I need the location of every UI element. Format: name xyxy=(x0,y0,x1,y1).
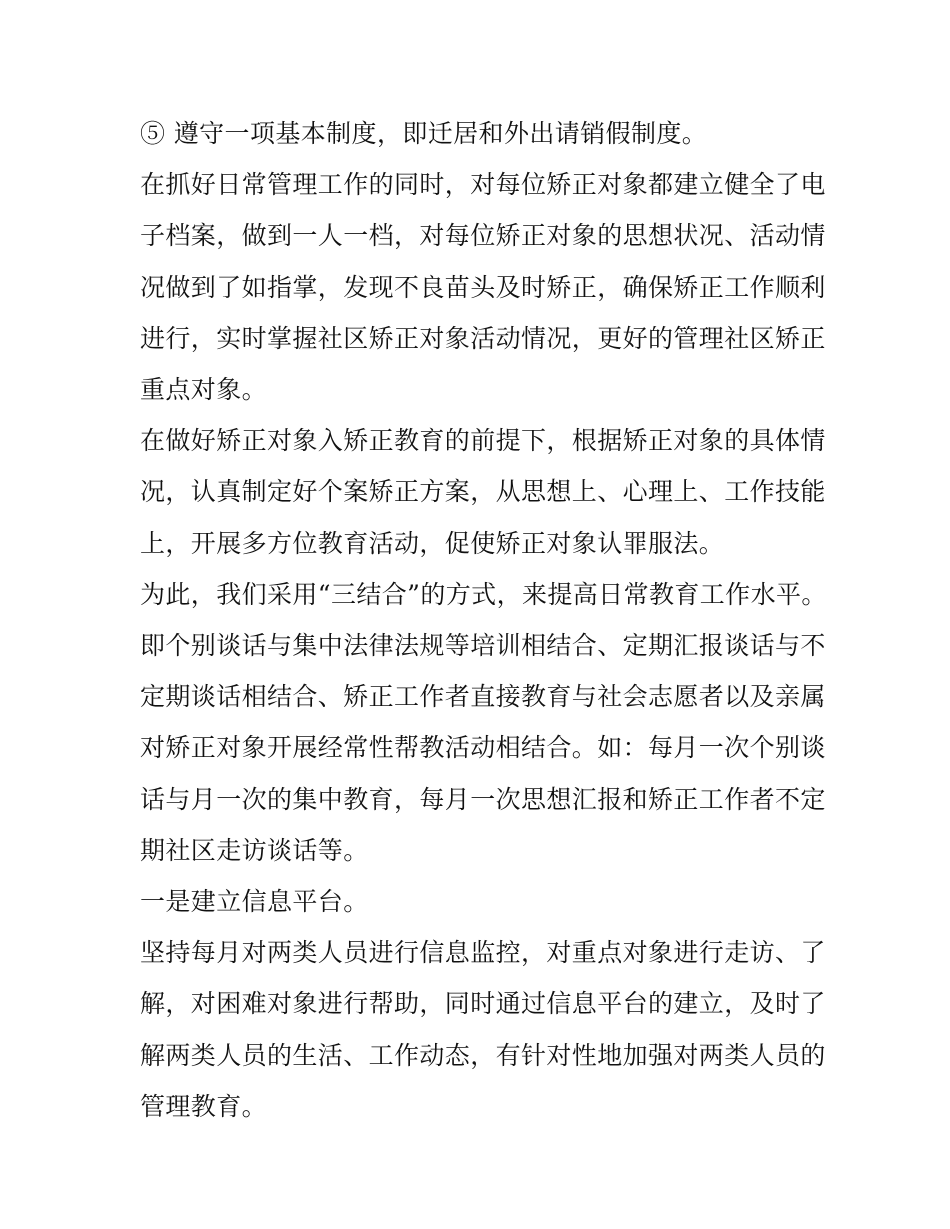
text-line: 在抓好日常管理工作的同时，对每位矫正对象都建立健全了电 xyxy=(140,170,826,200)
text-line: 况，认真制定好个案矫正方案，从思想上、心理上、工作技能 xyxy=(140,477,826,507)
paragraph-info-platform-heading xyxy=(140,876,820,927)
paragraph-combination-details xyxy=(140,620,826,876)
text-line: 况做到了如指掌，发现不良苗头及时矫正，确保矫正工作顺利 xyxy=(140,272,826,302)
text-line: 在做好矫正对象入矫正教育的前提下，根据矫正对象的具体情 xyxy=(140,426,826,456)
text-line: 期社区走访谈话等。 xyxy=(140,835,369,865)
paragraph-electronic-files xyxy=(140,159,826,415)
text-line: 坚持每月对两类人员进行信息监控，对重点对象进行走访、了 xyxy=(140,938,826,968)
paragraph-info-platform-body xyxy=(140,927,826,1132)
text-line: 即个别谈话与集中法律法规等培训相结合、定期汇报谈话与不 xyxy=(140,631,826,661)
document-body xyxy=(140,108,827,1132)
paragraph-three-combinations xyxy=(140,569,827,620)
text-line: 重点对象。 xyxy=(140,375,268,405)
text-line: 话与月一次的集中教育，每月一次思想汇报和矫正工作者不定 xyxy=(140,784,826,814)
text-line: 定期谈话相结合、矫正工作者直接教育与社会志愿者以及亲属 xyxy=(140,682,826,712)
text-line: 为此，我们采用“三结合”的方式，来提高日常教育工作水平。 xyxy=(140,579,827,609)
text-line: 子档案，做到一人一档，对每位矫正对象的思想状况、活动情 xyxy=(140,221,826,251)
text-line: 进行，实时掌握社区矫正对象活动情况，更好的管理社区矫正 xyxy=(140,323,826,353)
text-line: 对矫正对象开展经常性帮教活动相结合。如：每月一次个别谈 xyxy=(140,733,826,763)
text-line: 上，开展多方位教育活动，促使矫正对象认罪服法。 xyxy=(140,528,725,558)
text-line: ⑤ 遵守一项基本制度，即迁居和外出请销假制度。 xyxy=(140,119,708,148)
text-line: 一是建立信息平台。 xyxy=(140,887,369,917)
paragraph-basic-system xyxy=(140,108,820,159)
paragraph-individual-plan xyxy=(140,415,826,569)
text-line: 解两类人员的生活、工作动态，有针对性地加强对两类人员的 xyxy=(140,1040,826,1070)
text-line: 管理教育。 xyxy=(140,1091,268,1121)
text-line: 解，对困难对象进行帮助，同时通过信息平台的建立，及时了 xyxy=(140,989,826,1019)
